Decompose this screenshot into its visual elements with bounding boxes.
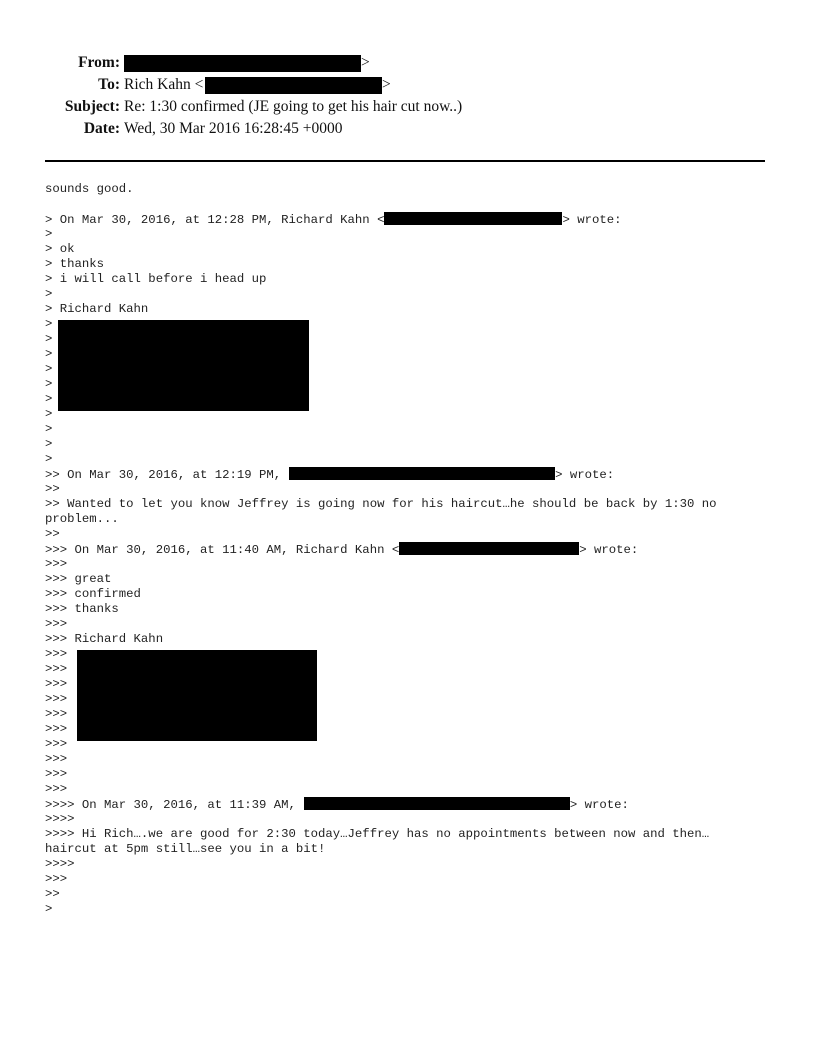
to-name: Rich Kahn <	[124, 76, 204, 93]
body-line-text: >>>	[45, 767, 68, 781]
body-line-text: >>> On Mar 30, 2016, at 11:40 AM, Richard Kahn <	[45, 543, 400, 557]
body-line-text: >> On Mar 30, 2016, at 12:19 PM,	[45, 468, 282, 482]
body-line-text: >>>	[45, 557, 68, 571]
body-line-text: > thanks	[45, 257, 105, 271]
body-line-text: >>>>	[45, 812, 75, 826]
body-line-text: problem...	[45, 512, 119, 526]
redaction-block-1	[58, 320, 309, 411]
body-line-text: >	[45, 902, 53, 916]
body-line-text: >>>	[45, 617, 68, 631]
body-line-text: >>>> On Mar 30, 2016, at 11:39 AM,	[45, 798, 296, 812]
body-line	[45, 887, 785, 902]
body-line-text: >>>	[45, 782, 68, 796]
to-suffix: >	[382, 76, 391, 93]
from-suffix: >	[361, 54, 370, 71]
body-line-text: >	[45, 332, 53, 346]
body-line-text: >>> confirmed	[45, 587, 141, 601]
body-line	[45, 527, 785, 542]
body-line-text: > i will call before i head up	[45, 272, 267, 286]
inline-redaction	[289, 467, 555, 480]
body-line	[45, 587, 785, 602]
body-line-text: >	[45, 407, 53, 421]
body-line	[45, 797, 785, 812]
body-line	[45, 767, 785, 782]
body-line-text: >>>>	[45, 857, 75, 871]
body-line-text: >	[45, 452, 53, 466]
body-line	[45, 782, 785, 797]
body-line-text: haircut at 5pm still…see you in a bit!	[45, 842, 326, 856]
body-line	[45, 602, 785, 617]
body-line-text: >>>> Hi Rich….we are good for 2:30 today…Jeffrey has no appointments between now and then…	[45, 827, 710, 841]
body-line-text: >>>	[45, 677, 68, 691]
body-line-text: >>>	[45, 737, 68, 751]
body-line	[45, 842, 785, 857]
body-line	[45, 467, 785, 482]
subject-value: Re: 1:30 confirmed (JE going to get his hair cut now..)	[124, 98, 463, 115]
date-label: Date:	[83, 120, 120, 137]
body-line	[45, 857, 785, 872]
to-redaction	[205, 77, 382, 94]
date-row	[0, 118, 816, 140]
body-line	[45, 287, 785, 302]
body-line	[45, 812, 785, 827]
body-line-text: > On Mar 30, 2016, at 12:28 PM, Richard Kahn <	[45, 213, 385, 227]
to-label: To:	[98, 76, 120, 93]
body-line-text: >>>	[45, 872, 68, 886]
inline-redaction	[384, 212, 562, 225]
body-line-text: >	[45, 392, 53, 406]
body-line-text: >>> thanks	[45, 602, 119, 616]
body-line	[45, 512, 785, 527]
body-line	[45, 302, 785, 317]
body-line-text: >>> Richard Kahn	[45, 632, 164, 646]
from-redaction	[124, 55, 361, 72]
body-line	[45, 902, 785, 917]
body-line-text: > ok	[45, 242, 75, 256]
body-line	[45, 617, 785, 632]
body-line-text: >>	[45, 527, 60, 541]
inline-redaction	[399, 542, 579, 555]
body-line	[45, 197, 785, 212]
date-value: Wed, 30 Mar 2016 16:28:45 +0000	[124, 120, 343, 137]
body-line	[45, 497, 785, 512]
body-line-text: >	[45, 422, 53, 436]
body-line-text: >>>	[45, 647, 68, 661]
body-line-text: >	[45, 437, 53, 451]
body-line-text: >> Wanted to let you know Jeffrey is going now for his haircut…he should be back by 1:30 no	[45, 497, 717, 511]
wrote-suffix: > wrote:	[579, 543, 639, 557]
inline-redaction	[304, 797, 570, 810]
subject-label: Subject:	[64, 98, 120, 115]
body-line	[45, 242, 785, 257]
body-line	[45, 257, 785, 272]
from-row	[0, 52, 816, 74]
body-line	[45, 482, 785, 497]
body-line	[45, 632, 785, 647]
to-row	[0, 74, 816, 96]
body-line-text: >	[45, 287, 53, 301]
body-line-text: >	[45, 227, 53, 241]
body-line-text: >>>	[45, 752, 68, 766]
body-line	[45, 422, 785, 437]
wrote-suffix: > wrote:	[555, 468, 615, 482]
body-line	[45, 437, 785, 452]
body-line-text: >>>	[45, 707, 68, 721]
body-line-text: >	[45, 317, 53, 331]
body-line-text: >>> great	[45, 572, 112, 586]
body-line-text: >>>	[45, 722, 68, 736]
body-line-text: >>>	[45, 662, 68, 676]
body-line-text: >>	[45, 887, 60, 901]
body-line	[45, 452, 785, 467]
subject-row	[0, 96, 816, 118]
body-line	[45, 752, 785, 767]
body-line	[45, 542, 785, 557]
body-line	[45, 872, 785, 887]
body-line-text: >	[45, 362, 53, 376]
body-line-text: >>	[45, 482, 60, 496]
from-label: From:	[78, 54, 120, 71]
body-line-text: >	[45, 347, 53, 361]
body-line	[45, 227, 785, 242]
body-line	[45, 827, 785, 842]
header-divider	[45, 160, 765, 162]
body-line-text: >>>	[45, 692, 68, 706]
body-line-text: sounds good.	[45, 182, 134, 196]
email-body	[45, 182, 785, 917]
body-line	[45, 182, 785, 197]
body-line	[45, 212, 785, 227]
body-line-text: > Richard Kahn	[45, 302, 149, 316]
wrote-suffix: > wrote:	[569, 798, 629, 812]
redaction-block-2	[77, 650, 317, 741]
body-line	[45, 272, 785, 287]
body-line	[45, 557, 785, 572]
body-line-text: >	[45, 377, 53, 391]
wrote-suffix: > wrote:	[562, 213, 622, 227]
body-line	[45, 572, 785, 587]
